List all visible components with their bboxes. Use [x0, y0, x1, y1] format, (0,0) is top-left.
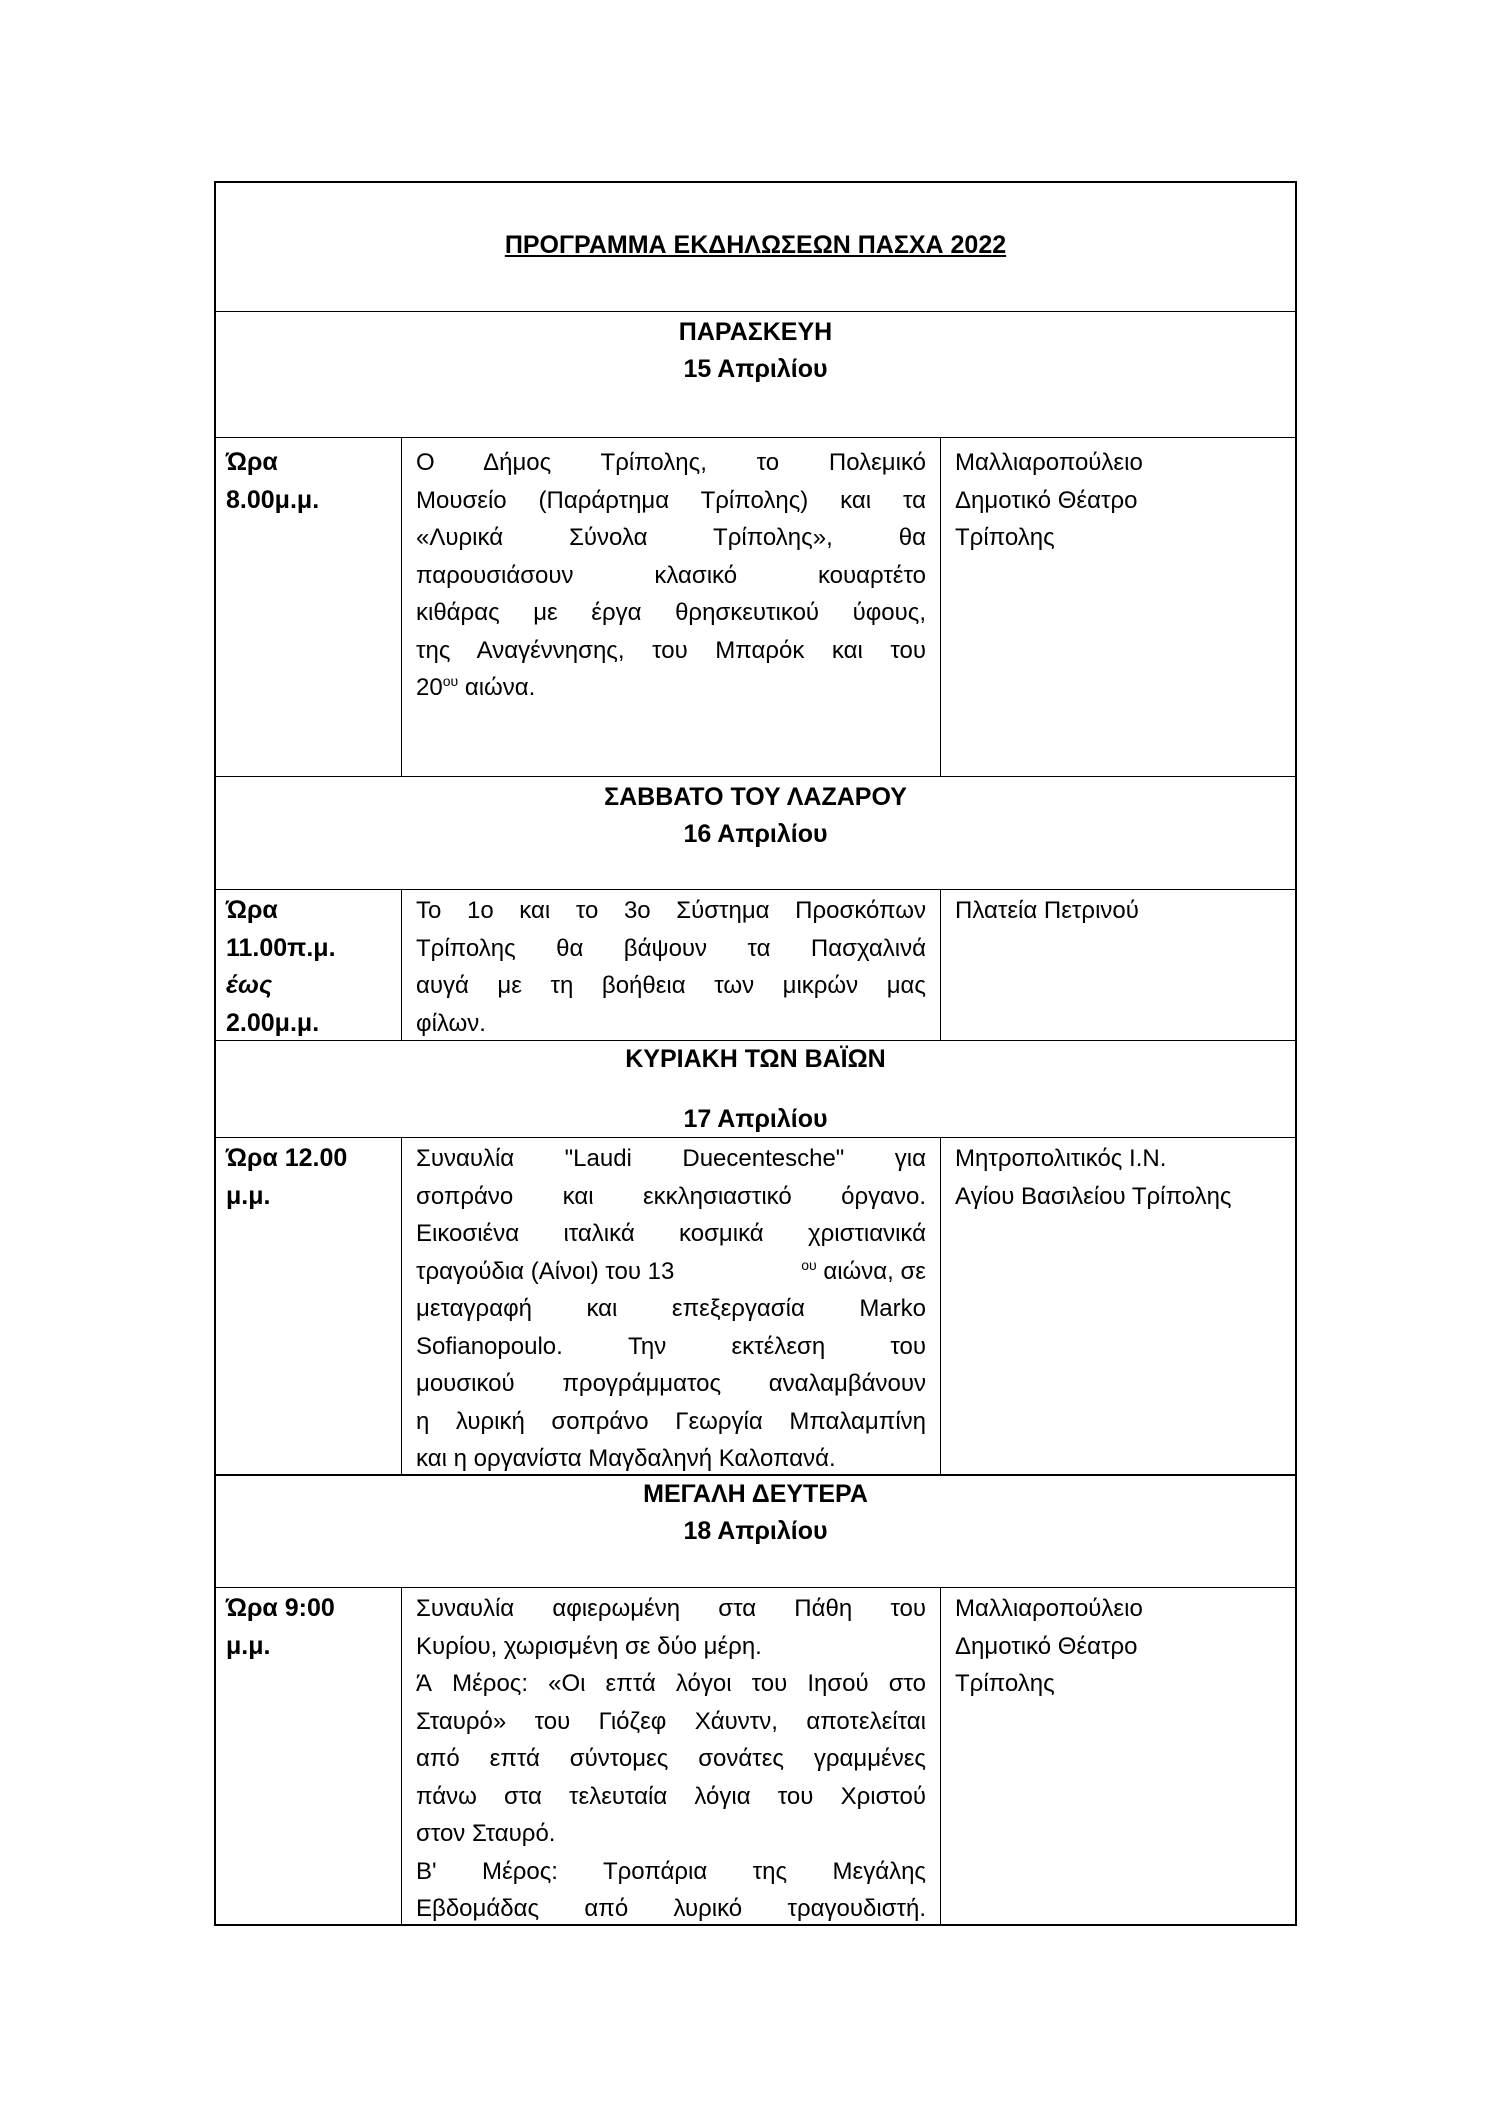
- event-time: [216, 1138, 402, 1474]
- day-date: 17 Απριλίου: [683, 1105, 828, 1133]
- day-header: [216, 1041, 1295, 1138]
- venue-line: Μαλλιαροπούλειο: [955, 449, 1143, 476]
- day-date: 16 Απριλίου: [683, 820, 828, 848]
- event-row: [216, 890, 1295, 1041]
- desc-line: κιθάρας με έργα θρησκευτικού ύφους,: [416, 599, 926, 626]
- venue-line: Μαλλιαροπούλειο: [955, 1595, 1143, 1622]
- time-line: Ώρα 12.00: [226, 1144, 348, 1172]
- desc-line: πάνω στα τελευταία λόγια του Χριστού: [416, 1782, 926, 1810]
- desc-line: φίλων.: [416, 1009, 486, 1037]
- day-name: ΠΑΡΑΣΚΕΥΗ: [678, 318, 833, 346]
- desc-line: στον Σταυρό.: [416, 1820, 556, 1847]
- event-description: [402, 890, 941, 1040]
- desc-line: η λυρική σοπράνο Γεωργία Μπαλαμπίνη: [416, 1407, 926, 1435]
- text: 20: [416, 674, 443, 701]
- desc-line: Κυρίου, χωρισμένη σε δύο μέρη.: [416, 1632, 762, 1660]
- events-table: [214, 181, 1297, 1926]
- day-name: ΜΕΓΑΛΗ ΔΕΥΤΕΡΑ: [643, 1480, 868, 1508]
- time-line: μ.μ.: [226, 1181, 271, 1210]
- desc-line: της Αναγέννησης, του Μπαρόκ και του: [416, 636, 926, 664]
- event-venue: [941, 1138, 1295, 1474]
- desc-line: Συναυλία "Laudi Duecentesche" για: [416, 1145, 926, 1172]
- time-line: 8.00μ.μ.: [226, 485, 320, 514]
- event-row: [216, 1588, 1295, 1924]
- desc-line: και η οργανίστα Μαγδαληνή Καλοπανά.: [416, 1445, 836, 1472]
- desc-line: «Λυρικά Σύνολα Τρίπολης», θα: [416, 524, 926, 551]
- venue-line: Τρίπολης: [955, 524, 1055, 551]
- desc-line: Ά Μέρος: «Οι επτά λόγοι του Ιησού στο: [416, 1670, 926, 1697]
- superscript: ου: [801, 1256, 817, 1273]
- desc-line: μεταγραφή και επεξεργασία Marko: [416, 1295, 926, 1322]
- text: αιώνα, σε: [816, 1257, 926, 1285]
- desc-line: Συναυλία αφιερωμένη στα Πάθη του: [416, 1595, 926, 1622]
- desc-line: [416, 669, 926, 707]
- desc-line: Μουσείο (Παράρτημα Τρίπολης) και τα: [416, 486, 926, 514]
- desc-line: Το 1ο και το 3ο Σύστημα Προσκόπων: [416, 897, 926, 924]
- event-time: [216, 890, 402, 1040]
- desc-line: [416, 1253, 926, 1291]
- desc-line: Β' Μέρος: Τροπάρια της Μεγάλης: [416, 1857, 926, 1885]
- event-time: [216, 438, 402, 776]
- text: τραγούδια (Αίνοι) του 13: [416, 1257, 675, 1285]
- superscript: ου: [442, 673, 459, 689]
- time-line: 11.00π.μ.: [226, 933, 336, 962]
- time-line: 2.00μ.μ.: [226, 1008, 320, 1037]
- time-line: μ.μ.: [226, 1631, 271, 1660]
- day-header: [216, 312, 1295, 438]
- event-description: [402, 438, 941, 776]
- venue-line: Δημοτικό Θέατρο: [955, 486, 1138, 514]
- desc-line: αυγά με τη βοήθεια των μικρών μας: [416, 972, 926, 999]
- day-header: [216, 1475, 1295, 1588]
- day-name: ΚΥΡΙΑΚΗ ΤΩΝ ΒΑΪΩΝ: [625, 1045, 886, 1073]
- event-venue: [941, 890, 1295, 1040]
- day-date: 18 Απριλίου: [683, 1517, 828, 1545]
- desc-line: Τρίπολης θα βάψουν τα Πασχαλινά: [416, 934, 926, 962]
- day-header: [216, 777, 1295, 890]
- event-venue: [941, 1588, 1295, 1924]
- event-row: [216, 1138, 1295, 1475]
- venue-line: Αγίου Βασιλείου Τρίπολης: [955, 1182, 1232, 1210]
- desc-line: Σταυρό» του Γιόζεφ Χάυντν, αποτελείται: [416, 1707, 926, 1735]
- venue-line: Μητροπολιτικός Ι.Ν.: [955, 1145, 1167, 1172]
- venue-line: Δημοτικό Θέατρο: [955, 1632, 1138, 1660]
- desc-line: Εικοσιένα ιταλικά κοσμικά χριστιανικά: [416, 1220, 926, 1247]
- desc-line: παρουσιάσουν κλασικό κουαρτέτο: [416, 561, 926, 589]
- event-venue: [941, 438, 1295, 776]
- desc-line: σοπράνο και εκκλησιαστικό όργανο.: [416, 1182, 926, 1210]
- event-row: [216, 438, 1295, 777]
- time-line: Ώρα: [226, 448, 278, 476]
- page-title: ΠΡΟΓΡΑΜΜΑ ΕΚΔΗΛΩΣΕΩΝ ΠΑΣΧΑ 2022: [504, 231, 1007, 259]
- venue-line: Πλατεία Πετρινού: [955, 897, 1139, 924]
- event-time: [216, 1588, 402, 1924]
- desc-line: Ο Δήμος Τρίπολης, το Πολεμικό: [416, 449, 926, 476]
- time-line: Ώρα 9:00: [226, 1594, 335, 1622]
- desc-line: Εβδομάδας από λυρικό τραγουδιστή.: [416, 1895, 926, 1922]
- desc-line: μουσικού προγράμματος αναλαμβάνουν: [416, 1370, 926, 1397]
- desc-line: Sofianopoulo. Την εκτέλεση του: [416, 1332, 926, 1360]
- desc-line: από επτά σύντομες σονάτες γραμμένες: [416, 1745, 926, 1772]
- event-description: [402, 1138, 941, 1474]
- venue-line: Τρίπολης: [955, 1670, 1055, 1697]
- text: αιώνα.: [458, 674, 536, 701]
- time-line: Ώρα: [226, 896, 278, 924]
- event-description: [402, 1588, 941, 1924]
- day-date: 15 Απριλίου: [683, 355, 828, 383]
- time-line: έως: [226, 971, 273, 999]
- title-row: [216, 183, 1295, 312]
- day-name: ΣΑΒΒΑΤΟ ΤΟΥ ΛΑΖΑΡΟΥ: [604, 783, 907, 811]
